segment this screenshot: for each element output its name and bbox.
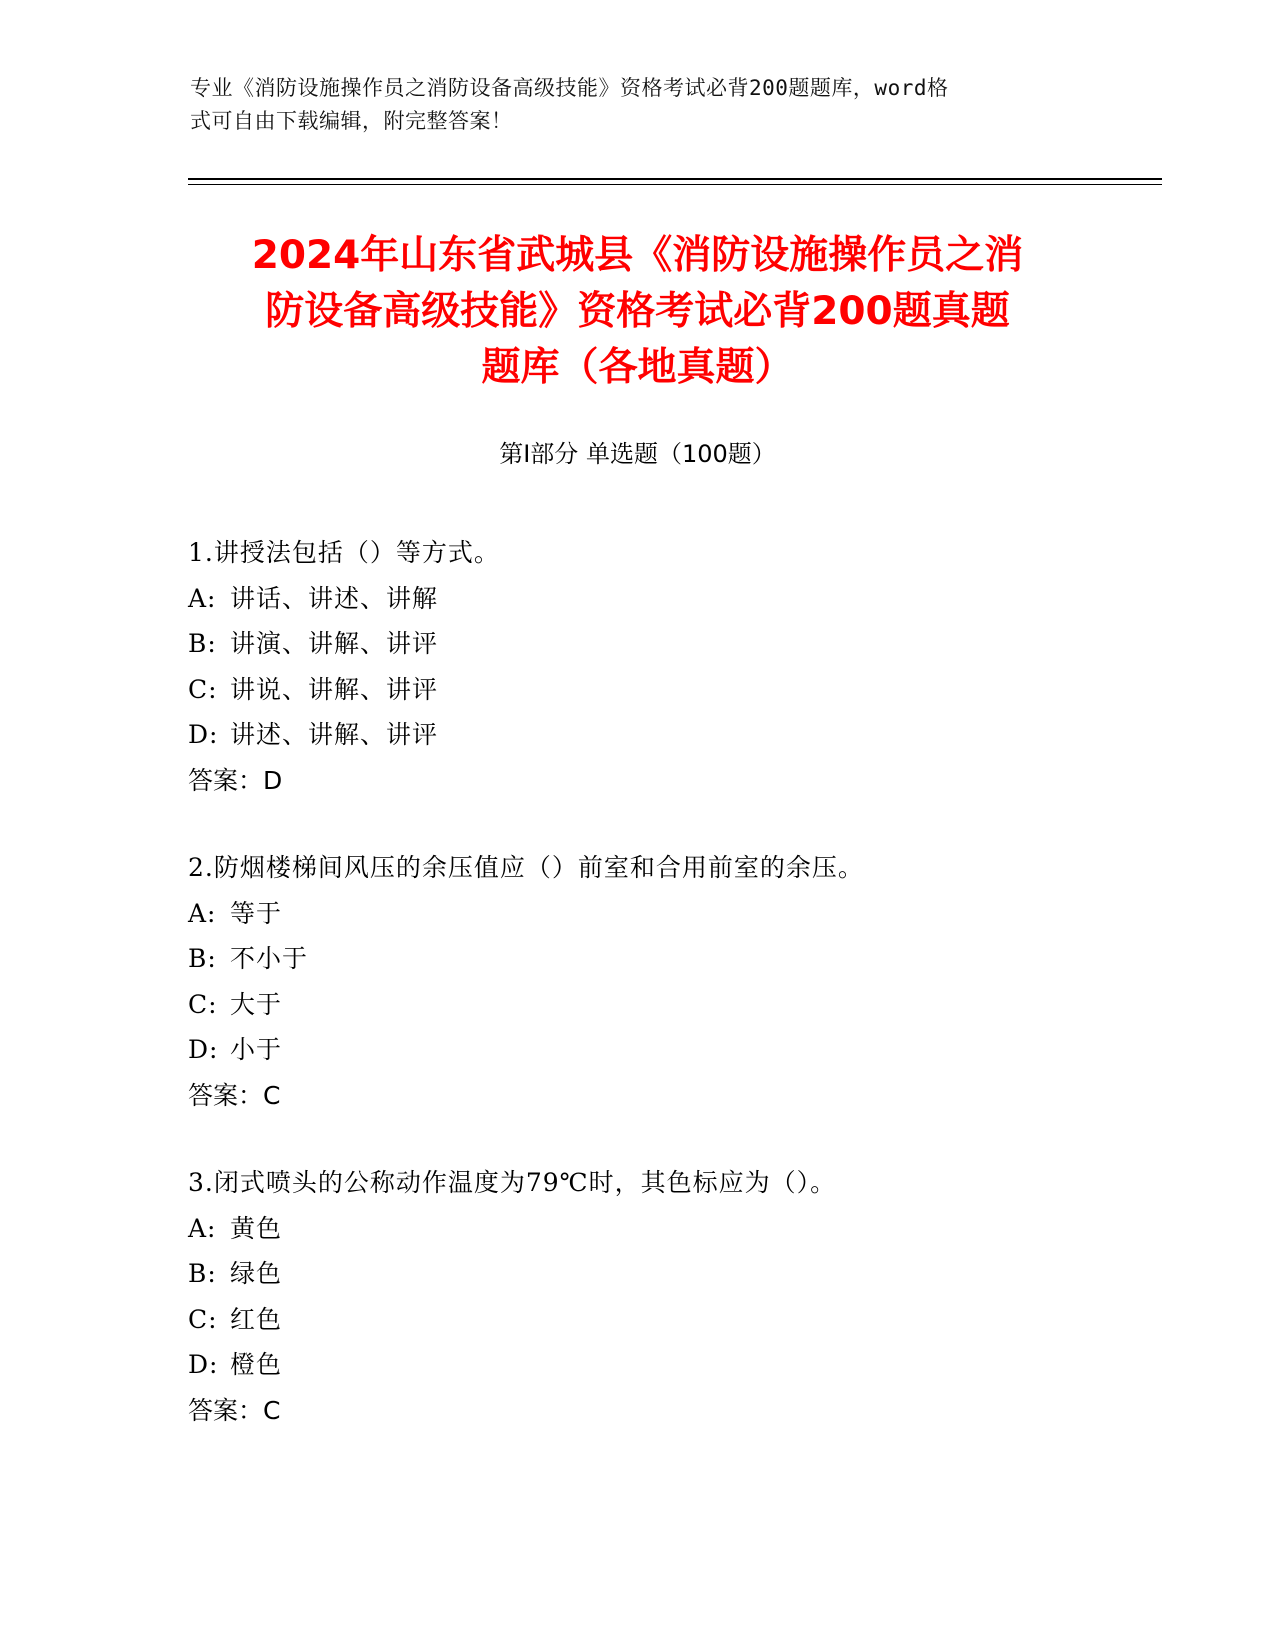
option-a [188, 576, 1148, 622]
option-letter: C: [188, 674, 218, 704]
answer: 答案：D [188, 765, 283, 795]
option-letter: A: [188, 898, 217, 928]
option-letter: B: [188, 629, 217, 658]
question-1 [188, 530, 1148, 803]
option-letter: C: [188, 989, 218, 1019]
option-text: 讲演、讲解、讲评 [230, 629, 439, 658]
option-d [188, 1342, 1148, 1388]
document-title-line-3: 题库（各地真题） [481, 345, 794, 390]
option-text: 黄色 [230, 1213, 283, 1243]
option-letter: B: [188, 944, 217, 973]
document-title [150, 228, 1125, 396]
header-note-line-2: 式可自由下载编辑，附完整答案！ [190, 109, 513, 133]
header-note [190, 72, 1090, 138]
option-b [188, 1251, 1148, 1297]
header-rule-thick [188, 178, 1162, 180]
question-list [188, 530, 1148, 1475]
option-text: 不小于 [230, 944, 309, 973]
option-text: 橙色 [230, 1350, 283, 1379]
option-text: 讲述、讲解、讲评 [230, 720, 439, 749]
document-title-line-1: 2024年山东省武城县《消防设施操作员之消 [251, 233, 1024, 278]
option-letter: D: [188, 720, 219, 749]
option-text: 绿色 [230, 1259, 283, 1288]
option-letter: C: [188, 1304, 218, 1334]
option-c [188, 1297, 1148, 1343]
option-c [188, 667, 1148, 713]
option-b [188, 621, 1148, 667]
option-a [188, 1206, 1148, 1252]
answer: 答案：C [188, 1395, 281, 1425]
answer: 答案：C [188, 1080, 281, 1110]
header-note-line-1: 专业《消防设施操作员之消防设备高级技能》资格考试必背200题题库，word格 [190, 76, 949, 100]
question-stem: 2.防烟楼梯间风压的余压值应（）前室和合用前室的余压。 [188, 853, 864, 882]
question-stem: 3.闭式喷头的公称动作温度为79℃时，其色标应为（）。 [188, 1168, 837, 1197]
header-rule-thin [188, 184, 1162, 185]
option-letter: D: [188, 1035, 219, 1064]
option-text: 红色 [230, 1304, 283, 1334]
option-letter: B: [188, 1259, 217, 1288]
option-text: 小于 [230, 1035, 283, 1064]
option-text: 等于 [230, 898, 283, 928]
option-letter: A: [188, 583, 217, 613]
option-text: 讲说、讲解、讲评 [230, 674, 439, 704]
option-text: 讲话、讲述、讲解 [230, 583, 439, 613]
section-heading: 第Ⅰ部分 单选题（100题） [499, 440, 776, 468]
option-d [188, 712, 1148, 758]
option-a [188, 891, 1148, 937]
option-text: 大于 [230, 989, 283, 1019]
option-b [188, 936, 1148, 982]
document-title-line-2: 防设备高级技能》资格考试必背200题真题 [265, 289, 1010, 334]
option-c [188, 982, 1148, 1028]
option-letter: D: [188, 1350, 219, 1379]
option-letter: A: [188, 1213, 217, 1243]
question-3 [188, 1160, 1148, 1433]
question-2 [188, 845, 1148, 1118]
question-stem: 1.讲授法包括（）等方式。 [188, 538, 500, 567]
option-d [188, 1027, 1148, 1073]
